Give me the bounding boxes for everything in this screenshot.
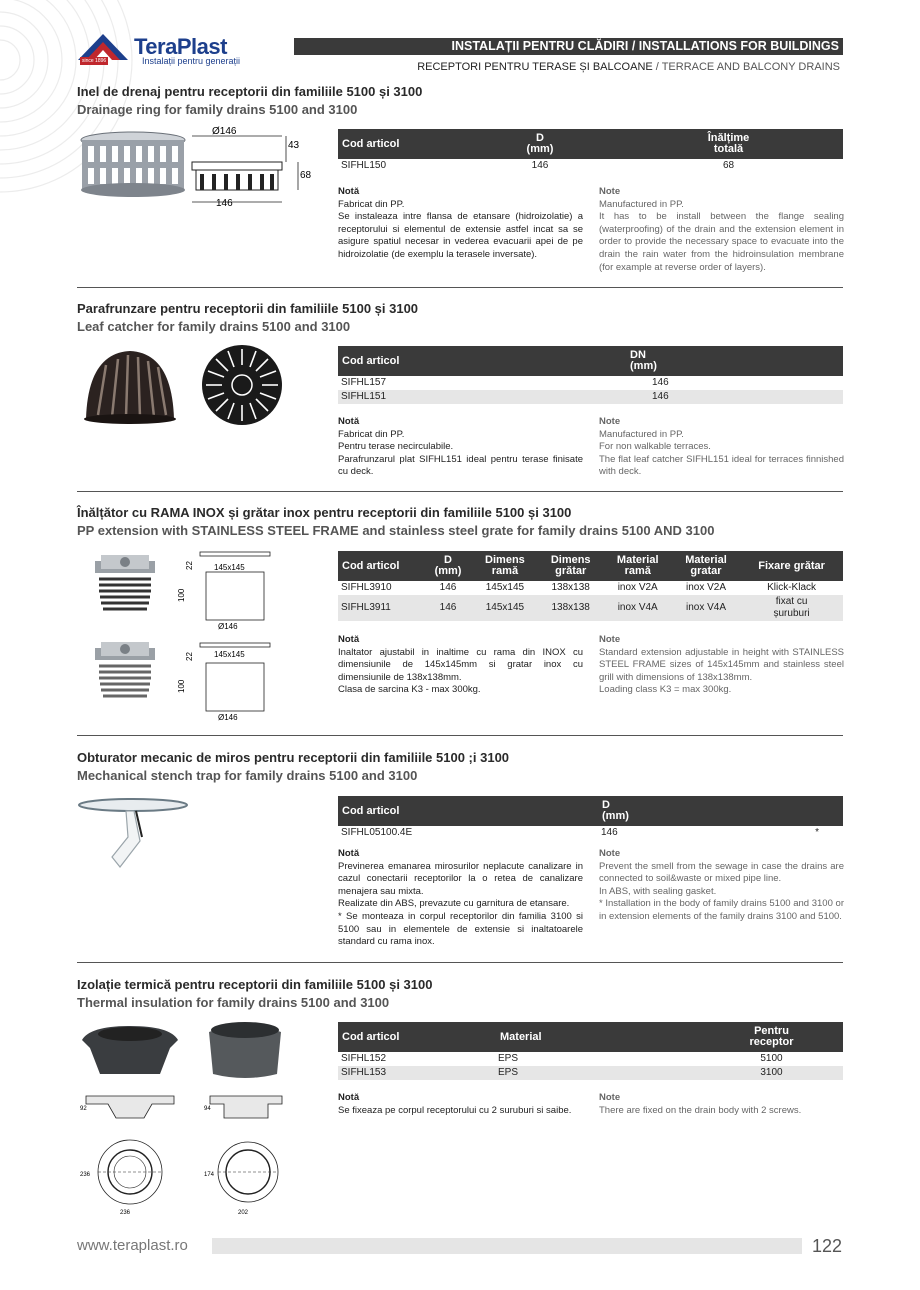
extension-v2a-image <box>93 551 157 617</box>
th-cod: Cod articol <box>338 551 424 581</box>
dim-bottom-label: 146 <box>216 198 233 209</box>
cell: 146 <box>531 160 549 171</box>
section-2-note-ro <box>338 416 583 479</box>
section-4-note-ro <box>338 848 583 949</box>
insulation-5100-image <box>80 1020 180 1080</box>
section-3-note-en <box>599 634 844 697</box>
cell: 146 <box>601 827 618 838</box>
section-3-title: Înălțător cu RAMA INOX și grătar inox pentru receptorii din familiile 5100 și 3100 <box>77 505 572 520</box>
th-d: D (mm) <box>466 129 614 159</box>
th-cod: Cod articol <box>338 346 626 376</box>
cell: 145x145 <box>485 582 525 593</box>
cell: SIFHL05100.4E <box>341 827 413 838</box>
note-title: Note <box>599 186 621 197</box>
w1-label: 236 <box>120 1210 131 1216</box>
note-title: Note <box>599 848 621 859</box>
note-text: Previnerea emanarea mirosurilor neplacute canalizare in cazul conectarii receptorilor la o retea de canalizare menajera sau mixta. Realizate din ABS, prevazute cu garnitura de etansare. * Se monteaza in corpul receptorilor din familia 3100 si 5100 sau in elementele de extensie si inaltatoarele standard cu rama inox. <box>338 860 583 948</box>
section-1-title: Inel de drenaj pentru receptorii din familiile 5100 și 3100 <box>77 84 423 99</box>
cell: 138x138 <box>538 595 604 621</box>
note-title: Note <box>599 634 621 645</box>
note-title: Notă <box>338 634 360 645</box>
divider <box>77 287 843 288</box>
table-row <box>338 581 843 595</box>
category-bar: INSTALAȚII PENTRU CLĂDIRI / INSTALLATIONS FOR BUILDINGS <box>294 38 843 55</box>
dim-top-label: Ø146 <box>212 126 237 137</box>
section-4-subtitle: Mechanical stench trap for family drains 5100 and 3100 <box>77 768 418 783</box>
cell: SIFHL157 <box>341 377 387 388</box>
note-text: Manufactured in PP. It has to be install between the flange sealing (waterproofing) of the drain and the extension element in order to provide the necessary space to evacuate into the drain the rain water from the hidroinsulation membrane (for example at reverse order of layers). <box>599 198 844 273</box>
extension-drawing-1 <box>177 548 280 631</box>
section-5-note-ro <box>338 1092 583 1117</box>
note-text: Inaltator ajustabil in inaltime cu rama din INOX cu dimensiunile de 145x145mm si gratar inox cu dimensiunile de 138x138mm. Clasa de sarcina K3 - max 300kg. <box>338 646 583 696</box>
insulation-5100-section-drawing <box>80 1088 180 1128</box>
table-row <box>338 1066 843 1080</box>
cell: inox V4A <box>672 595 740 621</box>
section-2-title: Parafrunzare pentru receptorii din familiile 5100 și 3100 <box>77 301 419 316</box>
note-text: There are fixed on the drain body with 2 screws. <box>599 1104 802 1116</box>
note-text: Manufactured in PP. For non walkable terraces. The flat leaf catcher SIFHL151 ideal for terraces finnished with deck. <box>599 428 844 478</box>
cell: 145x145 <box>472 595 538 621</box>
section-2-note-en <box>599 416 844 479</box>
cell: Klick-Klack <box>767 582 817 593</box>
insulation-5100-plan-drawing <box>80 1136 180 1216</box>
insulation-3100-image <box>205 1018 285 1080</box>
drainage-ring-drawing <box>186 126 316 209</box>
cell: SIFHL153 <box>338 1066 496 1080</box>
table-row <box>338 376 843 390</box>
th-receptor: Pentru receptor <box>700 1022 843 1052</box>
th-inaltime: Înălțime totală <box>614 129 843 159</box>
dim-h2-label: 68 <box>300 170 312 181</box>
cell: inox V2A <box>685 582 727 593</box>
cell: EPS <box>498 1053 519 1064</box>
note-title: Note <box>599 416 621 427</box>
note-text: Se fixeaza pe corpul receptorului cu 2 suruburi si saibe. <box>338 1104 572 1116</box>
cell: inox V4A <box>604 595 672 621</box>
cell: 146 <box>626 390 843 404</box>
w2-label: 202 <box>238 1210 249 1216</box>
table-row <box>338 159 843 173</box>
section-1-table <box>338 129 843 173</box>
th-cod: Cod articol <box>338 129 466 159</box>
th-material: Material <box>496 1022 700 1052</box>
th-mat-rama: Material ramă <box>604 551 672 581</box>
insulation-3100-section-drawing <box>204 1088 288 1128</box>
frame-label: 145x145 <box>214 650 245 659</box>
cell: SIFHL152 <box>341 1053 387 1064</box>
th-d: D (mm) <box>598 796 843 826</box>
cell: SIFHL3911 <box>338 595 424 621</box>
d-label: Ø146 <box>218 713 238 722</box>
table-row <box>338 595 843 621</box>
footer-url-link[interactable]: www.teraplast.ro <box>77 1237 188 1254</box>
note-title: Note <box>599 1092 621 1103</box>
divider <box>77 962 843 963</box>
h1-label: 22 <box>185 561 194 570</box>
cell: 146 <box>424 595 472 621</box>
th-dn: DN (mm) <box>626 346 843 376</box>
th-dim-rama: Dimens ramă <box>472 551 538 581</box>
note-text: Fabricat din PP. Se instaleaza intre flansa de etansare (hidroizolatie) a receptorului si elementul de extensie astfel incat sa se asigure spatiul necesar in vederea evacuarii apei de pe hidroizolatie (de exemplu la terasele inversate). <box>338 198 583 260</box>
logo-tagline: Instalații pentru generații <box>142 56 241 66</box>
cell: SIFHL150 <box>341 160 387 171</box>
th-d: D (mm) <box>424 551 472 581</box>
note-title: Notă <box>338 416 360 427</box>
cell: 146 <box>652 377 669 388</box>
divider <box>77 735 843 736</box>
section-3-table <box>338 551 843 621</box>
logo-brand: TeraPlast <box>134 34 227 59</box>
s1-label: 236 <box>80 1172 91 1178</box>
note-title: Notă <box>338 1092 360 1103</box>
cell: SIFHL3910 <box>341 582 392 593</box>
cell: SIFHL151 <box>338 390 626 404</box>
teraplast-logo[interactable] <box>78 34 248 70</box>
cell: 68 <box>722 160 735 171</box>
section-4-table <box>338 796 843 840</box>
note-title: Notă <box>338 848 360 859</box>
cell: 5100 <box>760 1053 783 1064</box>
th-cod: Cod articol <box>338 1022 496 1052</box>
stench-trap-image <box>78 797 188 877</box>
section-3-note-ro <box>338 634 583 697</box>
asterisk: * <box>815 827 819 838</box>
dim-h1-label: 43 <box>288 140 300 151</box>
cell: fixat cu șuruburi <box>740 595 843 621</box>
logo-since: since 1896 <box>82 58 107 64</box>
section-1-subtitle: Drainage ring for family drains 5100 and 3100 <box>77 102 358 117</box>
footer-bar <box>212 1238 802 1254</box>
subcategory <box>417 61 840 73</box>
table-row <box>338 1052 843 1066</box>
th-cod: Cod articol <box>338 796 598 826</box>
subcategory-en: / TERRACE AND BALCONY DRAINS <box>652 61 840 73</box>
h2-label: 94 <box>204 1106 211 1112</box>
cell: inox V2A <box>617 582 658 593</box>
h1-label: 92 <box>80 1106 87 1112</box>
cell: 146 <box>439 582 457 593</box>
drainage-ring-image <box>78 130 188 200</box>
subcategory-ro: RECEPTORI PENTRU TERASE ȘI BALCOANE <box>417 61 653 73</box>
divider <box>77 491 843 492</box>
d-label: Ø146 <box>218 622 238 631</box>
th-dim-gratar: Dimens grătar <box>538 551 604 581</box>
frame-label: 145x145 <box>214 563 245 572</box>
section-5-subtitle: Thermal insulation for family drains 5100 and 3100 <box>77 995 390 1010</box>
th-mat-gratar: Material gratar <box>672 551 740 581</box>
section-1-note-ro <box>338 186 583 262</box>
cell: EPS <box>496 1066 700 1080</box>
table-row <box>338 390 843 404</box>
section-2-subtitle: Leaf catcher for family drains 5100 and 3100 <box>77 319 351 334</box>
th-fixare: Fixare grătar <box>740 551 843 581</box>
note-text: Prevent the smell from the sewage in case the drains are connected to soil&waste or mixed pipe line. In ABS, with sealing gasket. * Installation in the body of family drains 5100 and 3100 or in extension elements of the family drains 3100 and 5100. <box>599 860 844 922</box>
section-4-title: Obturator mecanic de miros pentru receptorii din familiile 5100 ;i 3100 <box>77 750 510 765</box>
decorative-arcs <box>0 0 80 200</box>
h1-label: 22 <box>185 652 194 661</box>
note-text: Fabricat din PP. Pentru terase necirculabile. Parafrunzarul plat SIFHL151 ideal pentru terase finisate cu deck. <box>338 428 583 478</box>
section-1-note-en <box>599 186 844 274</box>
extension-drawing-2 <box>177 639 280 722</box>
h2-label: 100 <box>177 588 186 602</box>
section-5-title: Izolație termică pentru receptorii din familiile 5100 și 3100 <box>77 977 433 992</box>
section-3-subtitle: PP extension with STAINLESS STEEL FRAME and stainless steel grate for family drains 5100 AND 3100 <box>77 523 715 538</box>
cell: 138x138 <box>551 582 590 593</box>
section-4-note-en <box>599 848 844 924</box>
page-number: 122 <box>812 1236 843 1256</box>
leaf-catcher-flat-image <box>200 345 284 425</box>
insulation-3100-plan-drawing <box>204 1136 288 1216</box>
note-title: Notă <box>338 186 360 197</box>
section-2-table <box>338 346 843 404</box>
section-5-table <box>338 1022 843 1080</box>
leaf-catcher-dome-image <box>78 345 182 425</box>
s2-label: 174 <box>204 1172 215 1178</box>
note-text: Standard extension adjustable in height with STAINLESS STEEL FRAME sizes of 145x145mm and stainless steel grill with dimensions of 138x138mm. Loading class K3 = max 300kg. <box>599 646 844 696</box>
extension-v4a-image <box>93 638 157 704</box>
h2-label: 100 <box>177 679 186 693</box>
cell: 3100 <box>700 1066 843 1080</box>
section-5-note-en <box>599 1092 844 1117</box>
table-row <box>338 826 843 840</box>
